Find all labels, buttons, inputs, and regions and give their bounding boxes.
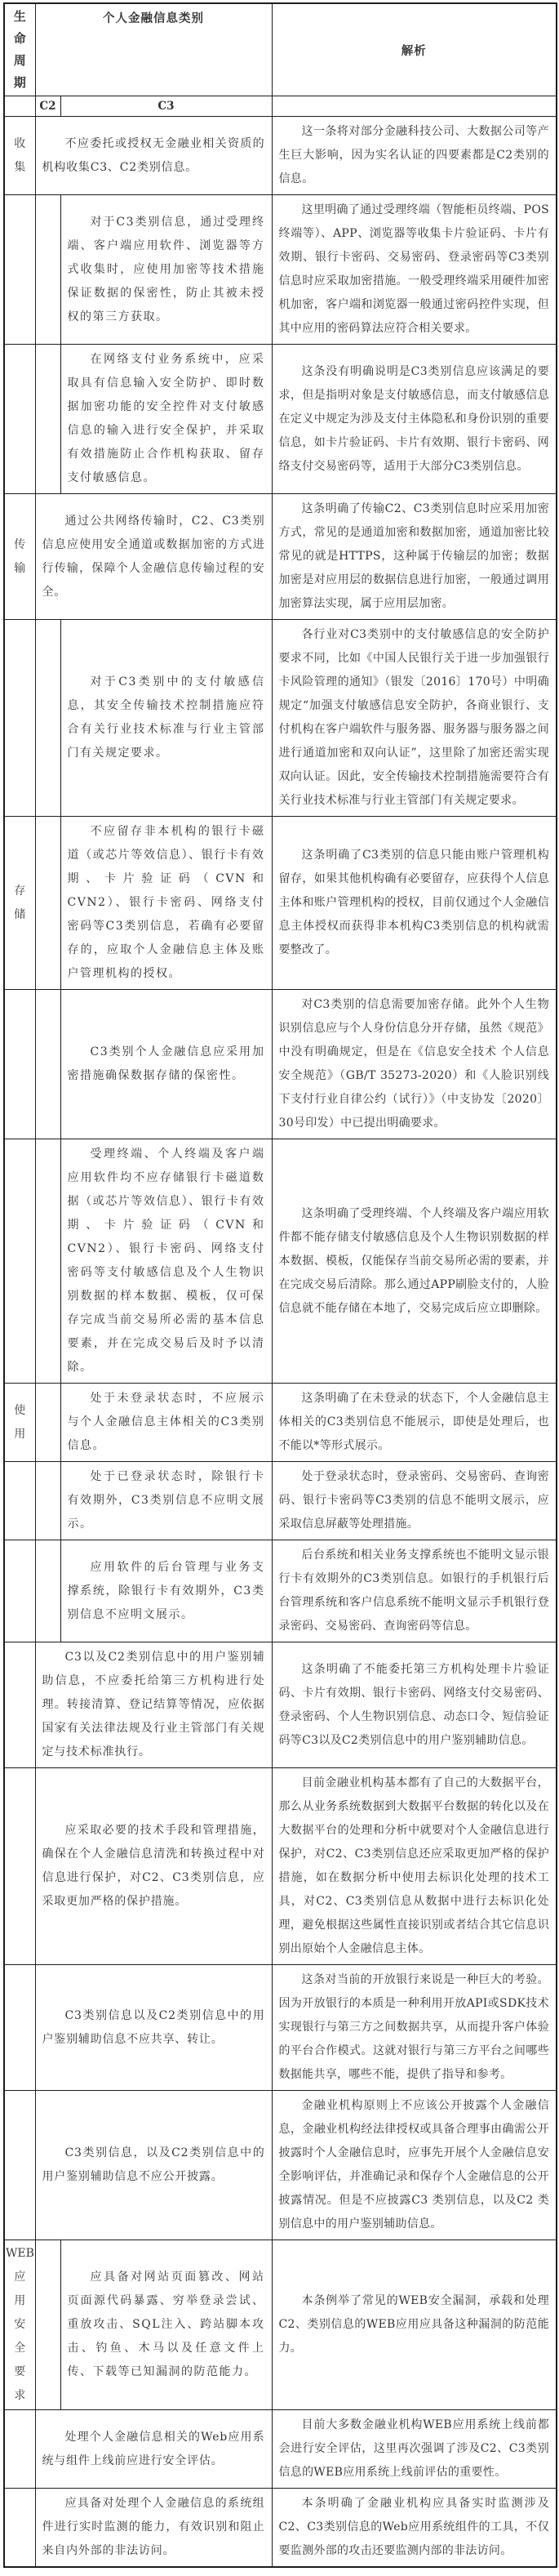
requirement-cell <box>60 620 272 817</box>
header-row <box>4 3 557 96</box>
lifecycle-stage-label: 收 集 <box>14 136 26 174</box>
analysis-text: 本条例举了常见的WEB安全漏洞，承载和处理C2、类别信息的WEB应用应具备这种漏洞的防范能力。 <box>278 2294 549 2355</box>
c2-empty-cell <box>35 1540 60 1642</box>
lifecycle-stage-label: 传 输 <box>14 537 26 575</box>
requirement-text: 受理终端、个人终端及客户端应用软件均不应存储银行卡磁道数据（或芯片等效信息）、银行卡有效期、卡片验证码（CVN和CVN2）、银行卡密码、网络支付密码等支付敏感信息及个人生物识别数据的样本数据、模板，仅可保存完成当前交易所必需的基本信息要素，并在完成交易后及时予以清除。 <box>67 1148 265 1374</box>
lifecycle-stage-cell <box>4 1768 35 1965</box>
lifecycle-stage-cell <box>4 2410 35 2489</box>
table-row <box>4 494 557 620</box>
c2-empty-cell <box>35 620 60 817</box>
table-body <box>4 117 557 2568</box>
requirement-text: 通过公共网络传输时，C2、C3类别信息应使用安全通道或数据加密的方式进行传输，保障个人金融信息传输过程的安全。 <box>42 514 265 599</box>
analysis-cell <box>272 2240 557 2410</box>
requirement-cell <box>60 1384 272 1462</box>
lifecycle-stage-cell <box>4 117 35 195</box>
analysis-text: 这条明确了在未登录的状态下，个人金融信息主体相关的C3类别信息不能展示，即使是处理后，也不能以*等形式展示。 <box>278 1392 549 1452</box>
requirement-cell <box>35 1965 272 2091</box>
lifecycle-stage-cell <box>4 2240 35 2410</box>
analysis-cell <box>272 2410 557 2489</box>
analysis-cell <box>272 1384 557 1462</box>
lifecycle-stage-cell <box>4 1462 35 1540</box>
lifecycle-stage-cell <box>4 620 35 817</box>
requirement-text: C3以及C2类别信息中的用户鉴别辅助信息，不应委托给第三方机构进行处理。转接清算、登记结算等情况，应依据国家有关法律法规及行业主管部门有关规定与技术标准执行。 <box>42 1651 265 1758</box>
requirement-cell <box>35 2410 272 2489</box>
analysis-cell <box>272 1462 557 1540</box>
lifecycle-stage-cell <box>4 2489 35 2568</box>
table-row <box>4 2410 557 2489</box>
requirement-cell <box>60 1139 272 1384</box>
c2-empty-cell <box>35 817 60 990</box>
requirement-cell <box>35 2091 272 2240</box>
table-row <box>4 2091 557 2240</box>
analysis-text: 这条明确了不能委托第三方机构处理卡片验证码、卡片有效期、银行卡密码、网络支付交易密码、登录密码、个人生物识别信息、动态口令、短信验证码等C3以及C2类别信息中的用户鉴别辅助信息。 <box>278 1662 549 1747</box>
lifecycle-stage-cell <box>4 2091 35 2240</box>
subheader-c2 <box>35 96 60 117</box>
analysis-text: 目前金融业机构基本都有了自己的大数据平台，那么从业务系统数据到大数据平台数据的转化以及在大数据平台的处理和分析中就要对个人金融信息进行保护，对C2、C3类别信息还应采取更加严格的保护措施，如在数据分析中使用去标识化处理的技术工具，对C2、C3类别信息从数据中进行去标识化处理，避免根据这些属性直接识别或者结合其它信息识别出原始个人金融信息主体。 <box>278 1776 549 1955</box>
requirement-text: 处于未登录状态时，不应展示与个人金融信息主体相关的C3类别信息。 <box>67 1392 265 1452</box>
lifecycle-stage-cell <box>4 195 35 345</box>
analysis-cell <box>272 1642 557 1768</box>
lifecycle-stage-cell <box>4 1540 35 1642</box>
analysis-cell <box>272 494 557 620</box>
table-row <box>4 1965 557 2091</box>
requirement-cell <box>35 1768 272 1965</box>
analysis-text: 对C3类别的信息需要加密存储。此外个人生物识别信息应与个人身份信息分开存储，虽然《规范》中没有明确规定，但是在《信息安全技术 个人信息安全规范》（GB/T 35273-2020）和《人脸识别线下支付行业自律公约（试行）》（中支协发〔2020〕30号印发）中已提出明确要求。 <box>278 998 549 1130</box>
subheader-c3 <box>60 96 272 117</box>
header-category <box>35 3 272 96</box>
analysis-cell <box>272 1540 557 1642</box>
requirement-cell <box>60 1462 272 1540</box>
analysis-cell <box>272 1768 557 1965</box>
personal-financial-info-table <box>3 2 557 2568</box>
analysis-text: 这一条将对部分金融科技公司、大数据公司等产生巨大影响，因为实名认证的四要素都是C2类别的信息。 <box>278 125 549 185</box>
analysis-cell <box>272 117 557 195</box>
analysis-cell <box>272 195 557 345</box>
requirement-text: 在网络支付业务系统中，应采取具有信息输入安全防护、即时数据加密功能的安全控件对支付敏感信息的输入进行安全保护，并采取有效措施防止合作机构获取、留存支付敏感信息。 <box>67 353 265 484</box>
requirement-text: 处于已登录状态时，除银行卡有效期外，C3类别信息不应明文展示。 <box>67 1470 265 1531</box>
subheader-row <box>4 96 557 117</box>
requirement-cell <box>35 494 272 620</box>
analysis-cell <box>272 620 557 817</box>
table-row <box>4 990 557 1139</box>
analysis-cell <box>272 990 557 1139</box>
table-row <box>4 1462 557 1540</box>
analysis-text: 各行业对C3类别中的支付敏感信息的安全防护要求不同，比如《中国人民银行关于进一步加强银行卡风险管理的通知》（银发〔2016〕170号）中明确规定“加强支付敏感信息安全防护，各商业银行、支付机构在客户端软件与服务器、服务器与服务器之间进行通道加密和双向认证”，这里除了加密还需实现双向认证。因此，安全传输技术控制措施需要符合有关行业技术标准与行业主管部门有关规定要求。 <box>278 628 549 807</box>
table-row <box>4 1384 557 1462</box>
requirement-cell <box>60 2240 272 2410</box>
c2-empty-cell <box>35 1462 60 1540</box>
lifecycle-stage-label: 使 用 <box>14 1403 26 1441</box>
requirement-cell <box>35 2489 272 2568</box>
c2-empty-cell <box>35 2240 60 2410</box>
header-analysis-label: 解析 <box>401 43 427 58</box>
analysis-text: 这条没有明确说明是C3类别信息应该满足的要求，但是指明对象是支付敏感信息，而支付敏感信息在定义中规定为涉及支付主体隐私和身份识别的重要信息，如卡片验证码、卡片有效期、银行卡密码、网络支付交易密码等，适用于大部分C3类别信息。 <box>278 364 549 473</box>
lifecycle-stage-cell <box>4 494 35 620</box>
analysis-cell <box>272 817 557 990</box>
requirement-text: 应采取必要的技术手段和管理措施，确保在个人金融信息清洗和转换过程中对信息进行保护，对C2、C3类别信息，应采取更加严格的保护措施。 <box>42 1824 265 1908</box>
c2-empty-cell <box>35 990 60 1139</box>
requirement-cell <box>60 817 272 990</box>
subheader-empty-left <box>4 96 35 117</box>
requirement-text: 不应留存非本机构的银行卡磁道（或芯片等效信息）、银行卡有效期、卡片验证码（CVN和CVN2）、银行卡密码、网络支付密码等C3类别信息，若确有必要留存的，应取个人金融信息主体及账户管理机构的授权。 <box>67 825 265 980</box>
table-row <box>4 1642 557 1768</box>
table-row <box>4 2240 557 2410</box>
lifecycle-stage-cell <box>4 1139 35 1384</box>
requirement-text: 对于C3类别中的支付敏感信息，其安全传输技术控制措施应符合有关行业技术标准与行业主管部门有关规定要求。 <box>67 675 265 760</box>
analysis-text: 后台系统和相关业务支撑系统也不能明文显示银行卡有效期外的C3类别信息。如银行的手机银行后台管理系统和客户信息系统不能明文显示手机银行登录密码、交易密码、查询密码等信息。 <box>278 1549 549 1633</box>
header-analysis <box>272 3 557 96</box>
header-lifecycle <box>4 3 35 96</box>
requirement-cell <box>60 1540 272 1642</box>
requirement-text: 处理个人金融信息相关的Web应用系统与组件上线前应进行安全评估。 <box>42 2430 265 2467</box>
table-row <box>4 345 557 494</box>
c2-empty-cell <box>35 1139 60 1384</box>
lifecycle-stage-cell <box>4 990 35 1139</box>
lifecycle-stage-cell <box>4 817 35 990</box>
analysis-text: 处于登录状态时，登录密码、交易密码、查询密码、银行卡密码等C3类别的信息不能明文展示，应采取信息屏蔽等处理措施。 <box>278 1470 549 1531</box>
c2-label: C2 <box>39 100 56 113</box>
analysis-cell <box>272 1139 557 1384</box>
header-category-label: 个人金融信息类别 <box>103 11 204 25</box>
analysis-text: 金融业机构原则上不应该公开披露个人金融信息，金融业机构经法律授权或具备合理事由确需公开披露时个人金融信息时，应事先开展个人金融信息安全影响评估，并准确记录和保存个人金融信息的公开披露情况。但是不应披露C3 类别信息，以及C2 类别信息中的用户鉴别辅助信息。 <box>278 2099 549 2231</box>
lifecycle-stage-cell <box>4 1965 35 2091</box>
c2-empty-cell <box>35 1384 60 1462</box>
requirement-cell <box>60 195 272 345</box>
table-row <box>4 1540 557 1642</box>
analysis-cell <box>272 1965 557 2091</box>
c2-empty-cell <box>35 345 60 494</box>
analysis-text: 本条明确了金融业机构应具备实时监测涉及C2、C3类别信息的Web应用系统组件的工具，不仅要监测外部的攻击还要监测内部的非法访问。 <box>278 2497 549 2557</box>
lifecycle-stage-label: WEB 应 用 安 全 要 求 <box>6 2247 34 2402</box>
table-row <box>4 195 557 345</box>
requirement-text: C3类别个人金融信息应采用加密措施确保数据存储的保密性。 <box>67 1045 265 1082</box>
requirement-text: C3类别信息，以及C2类别信息中的用户鉴别辅助信息不应公开披露。 <box>42 2146 265 2183</box>
requirement-text: 不应委托或授权无金融业相关资质的机构收集C3、C2类别信息。 <box>42 136 265 174</box>
analysis-text: 目前大多数金融业机构WEB应用系统上线前都会进行安全评估，这里再次强调了涉及C2、C3类别信息的WEB应用系统上线前评估的重要性。 <box>278 2418 549 2479</box>
analysis-cell <box>272 2489 557 2568</box>
analysis-text: 这里明确了通过受理终端（智能柜员终端、POS终端等）、APP、浏览器等收集卡片验证码、卡片有效期、银行卡密码、交易密码、登录密码等C3类别信息时应采取加密措施。一般受理终端采用硬件加密机加密，客户端和浏览器一般通过密码控件实现，但其中应用的密码算法应符合相关要求。 <box>278 203 549 335</box>
table-row <box>4 620 557 817</box>
lifecycle-stage-label: 存 储 <box>14 884 26 921</box>
analysis-text: 这条明确了C3类别的信息只能由账户管理机构留存，如果其他机构确有必要留存，应获得个人信息主体和账户管理机构的授权，目前仅通过个人金融信息主体授权而获得非本机构C3类别信息的机构就需要整改了。 <box>278 849 549 956</box>
requirement-text: 应具备对网站页面篡改、网站页面源代码暴露、穷举登录尝试、重放攻击、SQL注入、跨站脚本攻击、钓鱼、木马以及任意文件上传、下载等已知漏洞的防范能力。 <box>67 2271 265 2378</box>
analysis-text: 这条明确了传输C2、C3类别信息时应采用加密方式，常见的是通道加密和数据加密，通道加密比较常见的就是HTTPS，这种属于传输层的加密；数据加密是对应用层的数据信息进行加密，一般通过调用加密算法实现，属于应用层加密。 <box>278 502 549 610</box>
analysis-text: 这条明确了受理终端、个人终端及客户端应用软件都不能存储支付敏感信息及个人生物识别数据的样本数据、模板，仅能保存当前交易所必需的要素，并在完成交易后清除。那么通过APP刷脸支付的，人脸信息就不能存储在本地了，交易完成后应立即删除。 <box>278 1206 549 1315</box>
requirement-cell <box>60 345 272 494</box>
table-row <box>4 117 557 195</box>
requirement-cell <box>35 117 272 195</box>
analysis-text: 这条对当前的开放银行来说是一种巨大的考验。因为开放银行的本质是一种利用开放API或SDK技术实现银行与第三方之间数据共享，从而提升客户体验的平台合作模式。这就对银行与第三方平台之间哪些数据能共享，哪些不能，提供了指导和参考。 <box>278 1973 549 2081</box>
table-row <box>4 817 557 990</box>
lifecycle-stage-cell <box>4 345 35 494</box>
table-row <box>4 1768 557 1965</box>
c3-label: C3 <box>157 100 175 113</box>
header-lifecycle-label: 生 命 周 期 <box>13 9 26 90</box>
lifecycle-stage-cell <box>4 1384 35 1462</box>
c2-empty-cell <box>35 195 60 345</box>
table-row <box>4 2489 557 2568</box>
requirement-cell <box>35 1642 272 1768</box>
lifecycle-stage-cell <box>4 1642 35 1768</box>
analysis-cell <box>272 345 557 494</box>
requirement-text: 对于C3类别信息，通过受理终端、客户端应用软件、浏览器等方式收集时，应使用加密等技术措施保证数据的保密性，防止其被未授权的第三方获取。 <box>67 215 265 323</box>
subheader-empty-right <box>272 96 557 117</box>
requirement-text: C3类别信息以及C2类别信息中的用户鉴别辅助信息不应共享、转让。 <box>42 2008 265 2046</box>
requirement-text: 应具备对处理个人金融信息的系统组件进行实时监测的能力，有效识别和阻止来自内外部的非法访问。 <box>42 2497 265 2557</box>
table-row <box>4 1139 557 1384</box>
requirement-text: 应用软件的后台管理与业务支撑系统，除银行卡有效期外，C3类别信息不应明文展示。 <box>67 1560 265 1621</box>
analysis-cell <box>272 2091 557 2240</box>
requirement-cell <box>60 990 272 1139</box>
